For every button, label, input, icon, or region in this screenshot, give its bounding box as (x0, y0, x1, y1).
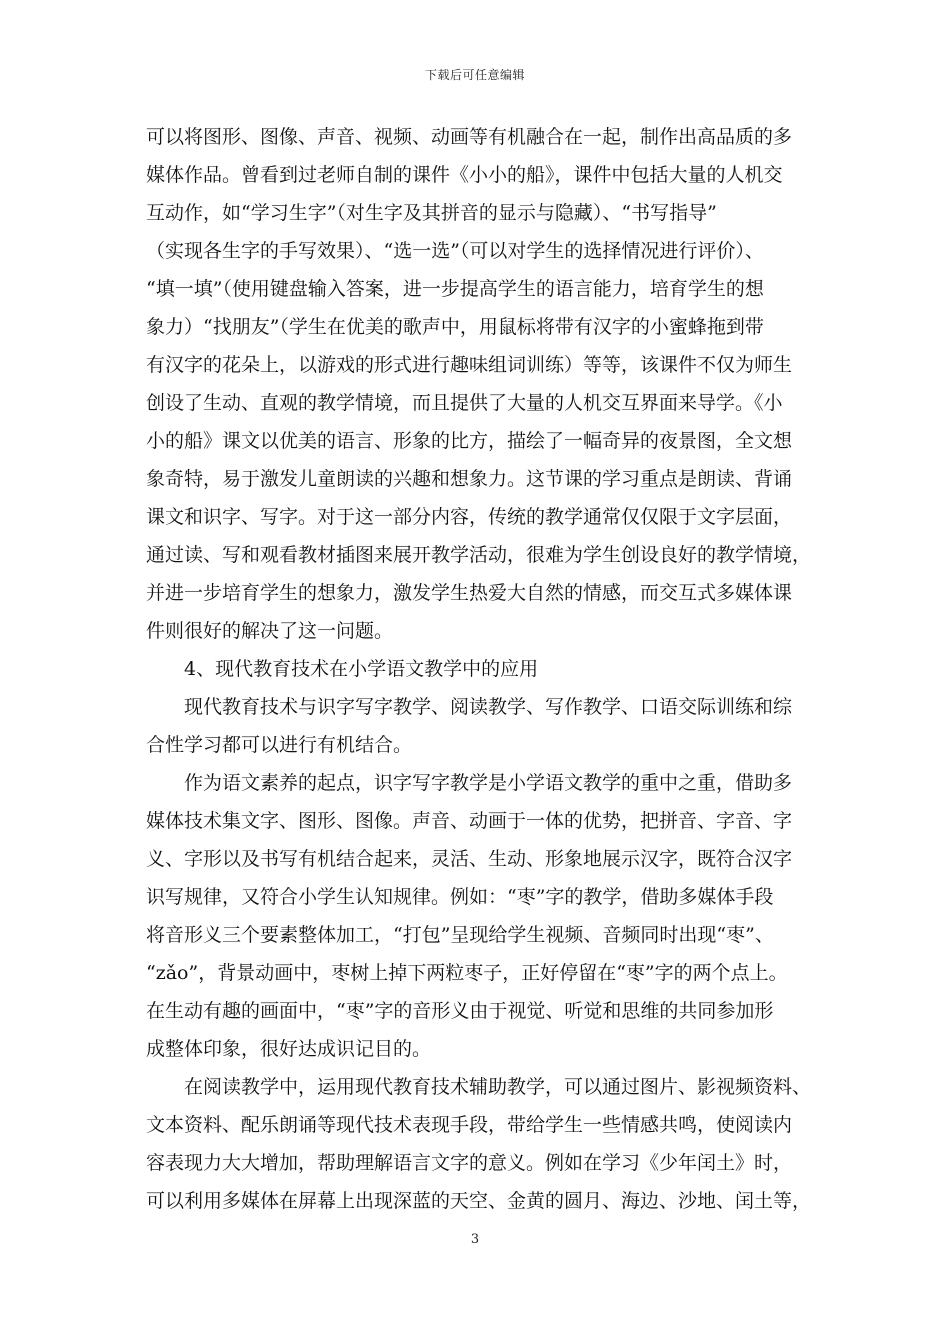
text-line: 容表现力大大增加，帮助理解语言文字的意义。例如在学习《少年闰土》时， (146, 1152, 793, 1174)
text-line: 象力）“找朋友”（学生在优美的歌声中，用鼠标将带有汉字的小蜜蜂拖到带 (146, 316, 764, 338)
text-line: 在生动有趣的画面中，“枣”字的音形义由于视觉、听觉和思维的共同参加形 (146, 1000, 774, 1022)
text-line: 象奇特，易于激发儿童朗读的兴趣和想象力。这节课的学习重点是朗读、背诵 (146, 468, 793, 490)
text-line: 文本资料、配乐朗诵等现代技术表现手段，带给学生一些情感共鸣，使阅读内 (146, 1114, 793, 1136)
text-line: 识写规律，又符合小学生认知规律。例如：“枣”字的教学，借助多媒体手段 (146, 886, 774, 908)
text-line: 在阅读教学中，运用现代教育技术辅助教学，可以通过图片、影视频资料、 (184, 1076, 812, 1098)
text-line: “填一填”（使用键盘输入答案，进一步提高学生的语言能力，培育学生的想 (146, 278, 764, 300)
text-line: 媒体作品。曾看到过老师自制的课件《小小的船》，课件中包括大量的人机交 (146, 164, 783, 186)
text-line: 义、字形以及书写有机结合起来，灵活、生动、形象地展示汉字，既符合汉字 (146, 848, 793, 870)
text-line: 件则很好的解决了这一问题。 (146, 620, 394, 642)
text-line: 互动作，如“学习生字”（对生字及其拼音的显示与隐藏）、“书写指导” (146, 202, 717, 224)
text-line: 小的船》课文以优美的语言、形象的比方，描绘了一幅奇异的夜景图，全文想 (146, 430, 793, 452)
text-line: 并进一步培育学生的想象力，激发学生热爱大自然的情感，而交互式多媒体课 (146, 582, 793, 604)
text-line: （实现各生字的手写效果）、“选一选”（可以对学生的选择情况进行评价）、 (146, 240, 764, 262)
text-line: 通过读、写和观看教材插图来展开教学活动，很难为学生创设良好的教学情境， (146, 544, 812, 566)
text-line: “zǎo”，背景动画中，枣树上掉下两粒枣子，正好停留在“枣”字的两个点上。 (146, 962, 788, 984)
text-line: 合性学习都可以进行有机结合。 (146, 734, 413, 756)
document-body (146, 118, 826, 1220)
page-number: 3 (470, 1232, 480, 1247)
text-line: 有汉字的花朵上，以游戏的形式进行趣味组词训练）等等，该课件不仅为师生 (146, 354, 793, 376)
text-line: 课文和识字、写字。对于这一部分内容，传统的教学通常仅仅限于文字层面， (146, 506, 793, 528)
text-line: 将音形义三个要素整体加工，“打包”呈现给学生视频、音频同时出现“枣”、 (146, 924, 774, 946)
text-line: 可以将图形、图像、声音、视频、动画等有机融合在一起，制作出高品质的多 (146, 126, 793, 148)
text-line: 4、现代教育技术在小学语文教学中的应用 (184, 658, 539, 680)
text-line: 可以利用多媒体在屏幕上出现深蓝的天空、金黄的圆月、海边、沙地、闰土等， (146, 1190, 812, 1212)
text-line: 成整体印象，很好达成识记目的。 (146, 1038, 432, 1060)
text-line: 创设了生动、直观的教学情境，而且提供了大量的人机交互界面来导学。《小 (146, 392, 783, 414)
text-line: 媒体技术集文字、图形、图像。声音、动画于一体的优势，把拼音、字音、字 (146, 810, 793, 832)
text-line: 作为语文素养的起点，识字写字教学是小学语文教学的重中之重，借助多 (184, 772, 793, 794)
page-header: 下载后可任意编辑 (424, 68, 525, 82)
text-line: 现代教育技术与识字写字教学、阅读教学、写作教学、口语交际训练和综 (184, 696, 793, 718)
